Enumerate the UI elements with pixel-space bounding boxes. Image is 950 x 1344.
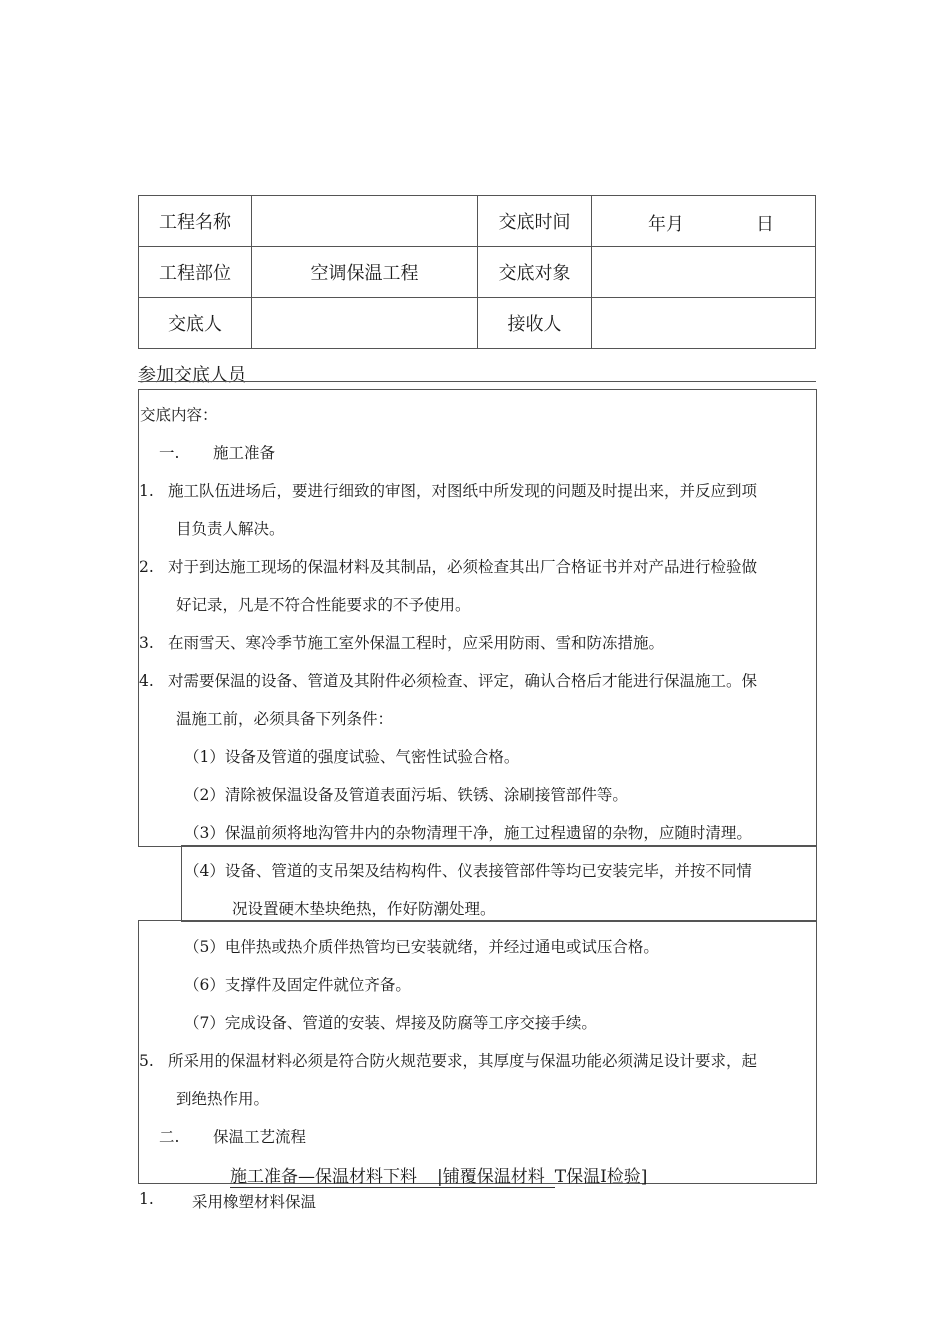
flow-step-prep: 施工准备—保温材料下料 [230,1162,417,1188]
condition-7: （7）完成设备、管道的安装、焊接及防腐等工序交接手续。 [184,1014,597,1032]
presenter-value [252,298,478,349]
handover-time-label: 交底时间 [478,196,592,247]
flow-gap [545,1167,555,1188]
p5-line1: 所采用的保温材料必须是符合防火规范要求，其厚度与保温功能必须满足设计要求，起 [168,1052,758,1070]
content-title: 交底内容： [140,406,218,424]
after-text: 采用橡塑材料保温 [192,1193,317,1211]
receiver-label: 接收人 [478,298,592,349]
section2-number: 二. [159,1128,180,1146]
section1-number: 一. [159,444,180,462]
condition-1: （1）设备及管道的强度试验、气密性试验合格。 [184,748,520,766]
condition-3: （3）保温前须将地沟管井内的杂物清理干净，施工过程遗留的杂物，应随时清理。 [184,824,752,842]
presenter-label: 交底人 [139,298,252,349]
process-flow [230,1162,647,1188]
flow-step-check: T保温I检验] [554,1167,648,1187]
p2-line1: 对于到达施工现场的保温材料及其制品，必须检查其出厂合格证书并对产品进行检验做 [168,558,758,576]
p4-number: 4. [139,672,154,690]
handover-target-label: 交底对象 [478,247,592,298]
after-number: 1. [139,1190,154,1208]
project-name-label: 工程名称 [139,196,252,247]
handover-time-value [592,196,816,247]
header-table [138,195,816,349]
project-part-label: 工程部位 [139,247,252,298]
receiver-value [592,298,816,349]
condition-4-line1: （4）设备、管道的支吊架及结构构件、仪表接管部件等均已安装完毕，并按不同情 [184,862,752,880]
header-row-2 [139,247,816,298]
section1-title: 施工准备 [213,444,276,462]
section2-title: 保温工艺流程 [213,1128,307,1146]
condition-5: （5）电伴热或热介质伴热管均已安装就绪，并经过通电或试压合格。 [184,938,659,956]
p5-number: 5. [139,1052,154,1070]
attendees-underline [138,381,816,382]
flow-gap [417,1167,437,1188]
p5-line2: 到绝热作用。 [176,1090,270,1108]
p1-line2: 目负责人解决。 [176,520,285,538]
p1-line1: 施工队伍进场后，要进行细致的审图，对图纸中所发现的问题及时提出来，并反应到项 [168,482,758,500]
condition-2: （2）清除被保温设备及管道表面污垢、铁锈、涂刷接管部件等。 [184,786,628,804]
p1-number: 1. [139,482,154,500]
condition-4-line2: 况设置硬木垫块绝热，作好防潮处理。 [232,900,496,918]
header-row-1 [139,196,816,247]
p4-line2: 温施工前，必须具备下列条件： [176,710,394,728]
condition-6: （6）支撑件及固定件就位齐备。 [184,976,411,994]
p3-number: 3. [139,634,154,652]
header-row-3 [139,298,816,349]
date-year-month: 年月 [648,214,684,235]
p2-number: 2. [139,558,154,576]
project-part-value: 空调保温工程 [252,247,478,298]
p3-line1: 在雨雪天、寒冷季节施工室外保温工程时，应采用防雨、雪和防冻措施。 [168,634,665,652]
date-day: 日 [756,214,774,235]
handover-target-value [592,247,816,298]
p2-line2: 好记录，凡是不符合性能要求的不予使用。 [176,596,471,614]
p4-line1: 对需要保温的设备、管道及其附件必须检查、评定，确认合格后才能进行保温施工。保 [168,672,758,690]
attendees-label: 参加交底人员 [138,365,246,386]
project-name-value [252,196,478,247]
flow-step-lay: |铺覆保温材料 [437,1162,545,1188]
